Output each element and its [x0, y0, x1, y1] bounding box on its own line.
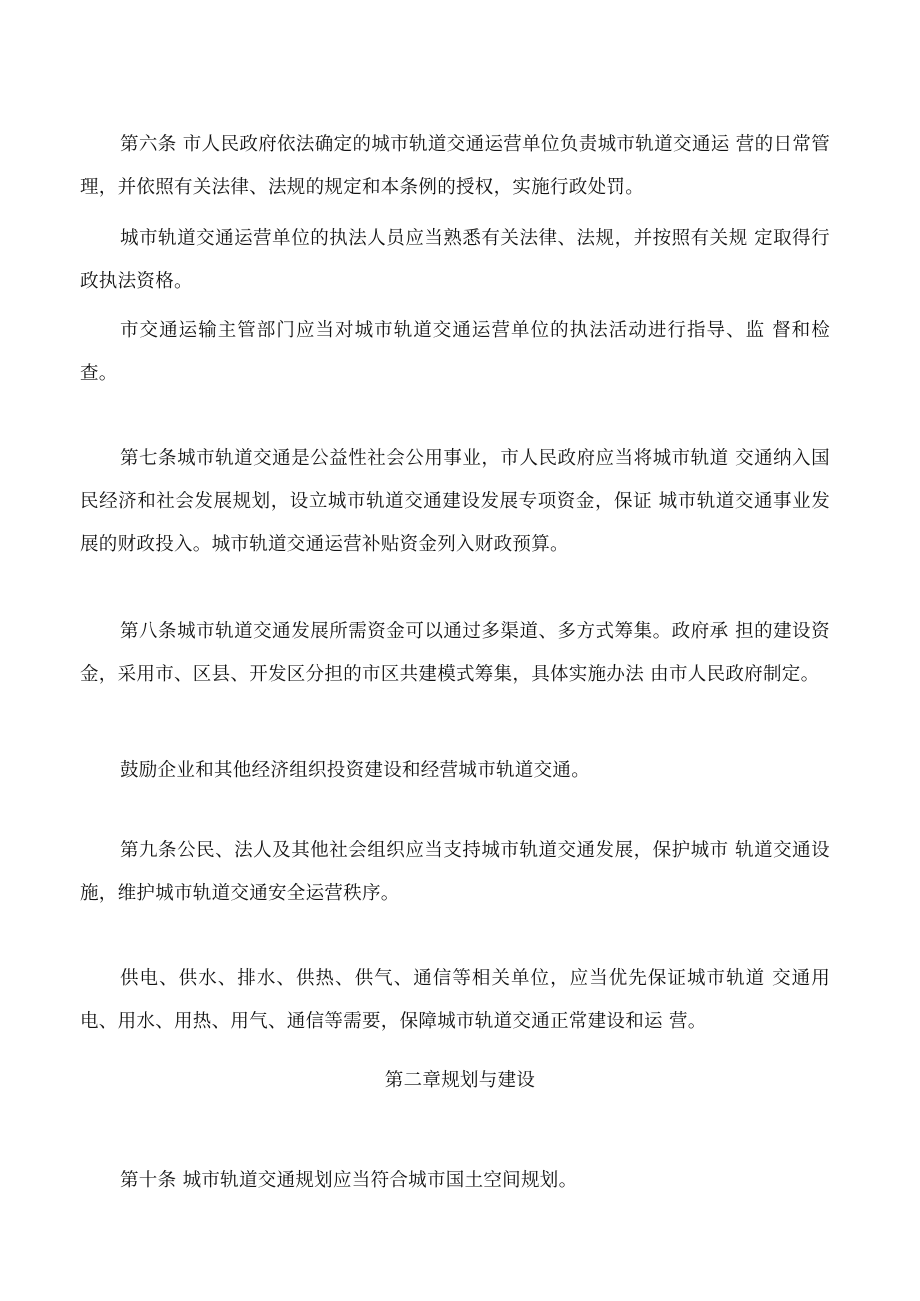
chapter-heading: 第二章规划与建设	[384, 1070, 536, 1091]
article-10-paragraph: 第十条 城市轨道交通规划应当符合城市国土空间规划。	[120, 1170, 578, 1191]
article-9-paragraph-1: 第九条公民、法人及其他社会组织应当支持城市轨道交通发展，保护城市 轨道交通设施，维护城市轨道交通安全运营秩序。	[80, 840, 830, 904]
article-9-paragraph-2: 供电、供水、排水、供热、供气、通信等相关单位，应当优先保证城市轨道 交通用电、用水、用热、用气、通信等需要，保障城市轨道交通正常建设和运 营。	[80, 968, 830, 1032]
article-8-paragraph-1: 第八条城市轨道交通发展所需资金可以通过多渠道、多方式筹集。政府承 担的建设资金，采用市、区县、开发区分担的市区共建模式筹集，具体实施办法 由市人民政府制定。	[80, 621, 830, 685]
article-6-paragraph-2: 城市轨道交通运营单位的执法人员应当熟悉有关法律、法规，并按照有关规 定取得行政执法资格。	[80, 228, 830, 292]
article-6-paragraph-3: 市交通运输主管部门应当对城市轨道交通运营单位的执法活动进行指导、监 督和检查。	[80, 320, 830, 384]
article-8-paragraph-2: 鼓励企业和其他经济组织投资建设和经营城市轨道交通。	[120, 760, 591, 781]
article-7-paragraph: 第七条城市轨道交通是公益性社会公用事业，市人民政府应当将城市轨道 交通纳入国民经济和社会发展规划，设立城市轨道交通建设发展专项资金，保证 城市轨道交通事业发展的财政投入。城市轨道交通运营补贴资金列入财政预算。	[80, 448, 830, 555]
article-6-paragraph-1: 第六条 市人民政府依法确定的城市轨道交通运营单位负责城市轨道交通运 营的日常管理，并依照有关法律、法规的规定和本条例的授权，实施行政处罚。	[80, 134, 830, 198]
